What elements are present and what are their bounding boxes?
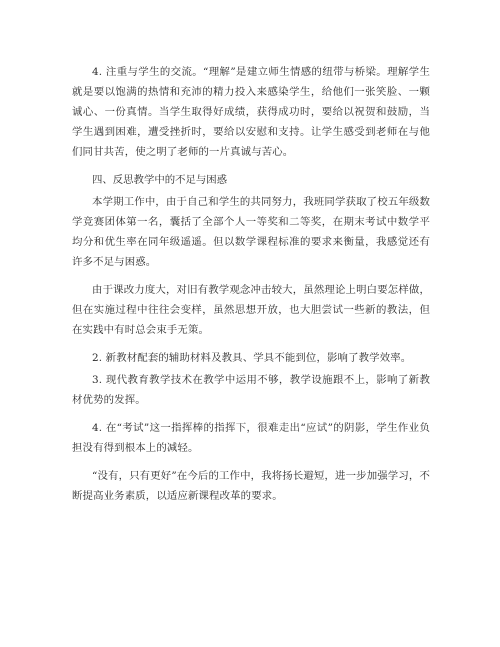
paragraph-exam-pressure: 4. 在“考试”这一指挥棒的指挥下，很难走出“应试”的阴影，学生作业负担没有得到根本上的减轻。 xyxy=(72,422,430,454)
paragraph-communication: 4. 注重与学生的交流。“理解”是建立师生情感的纽带与桥梁。理解学生就是要以饱满的热情和充沛的精力投入来感染学生，给他们一张笑脸、一颗诚心、一份真情。当学生取得好成绩，获得成功时，要给以祝贺和鼓励，当学生遇到困难，遭受挫折时，要给以安慰和支持。让学生感受到老师在与他们同甘共苦，使之明了老师的一片真诚与苦心。 xyxy=(72,66,430,158)
paragraph-technology: 3. 现代教育教学技术在教学中运用不够，教学设施跟不上，影响了新教材优势的发挥。 xyxy=(72,374,430,406)
document-body xyxy=(72,62,430,514)
paragraph-reform-impact: 由于课改力度大，对旧有教学观念冲击较大，虽然理论上明白要怎样做，但在实施过程中往往会变样，虽然思想开放，也大胆尝试一些新的教法，但在实践中有时总会束手无策。 xyxy=(72,284,430,336)
paragraph-teaching-materials: 2. 新教材配套的辅助材料及教具、学具不能到位，影响了教学效率。 xyxy=(92,352,412,364)
paragraph-conclusion: “没有，只有更好”在今后的工作中，我将扬长避短，进一步加强学习，不断提高业务素质，以适应新课程改革的要求。 xyxy=(72,470,430,502)
paragraph-achievements: 本学期工作中，由于自己和学生的共同努力，我班同学获取了校五年级数学竞赛团体第一名，囊括了全部个人一等奖和二等奖，在期末考试中数学平均分和优生率在同年级遥遥。但以数学课程标准的要求来衡量，我感觉还有许多不足与困惑。 xyxy=(72,196,430,268)
section-heading-reflection: 四、反思教学中的不足与困惑 xyxy=(92,174,228,186)
